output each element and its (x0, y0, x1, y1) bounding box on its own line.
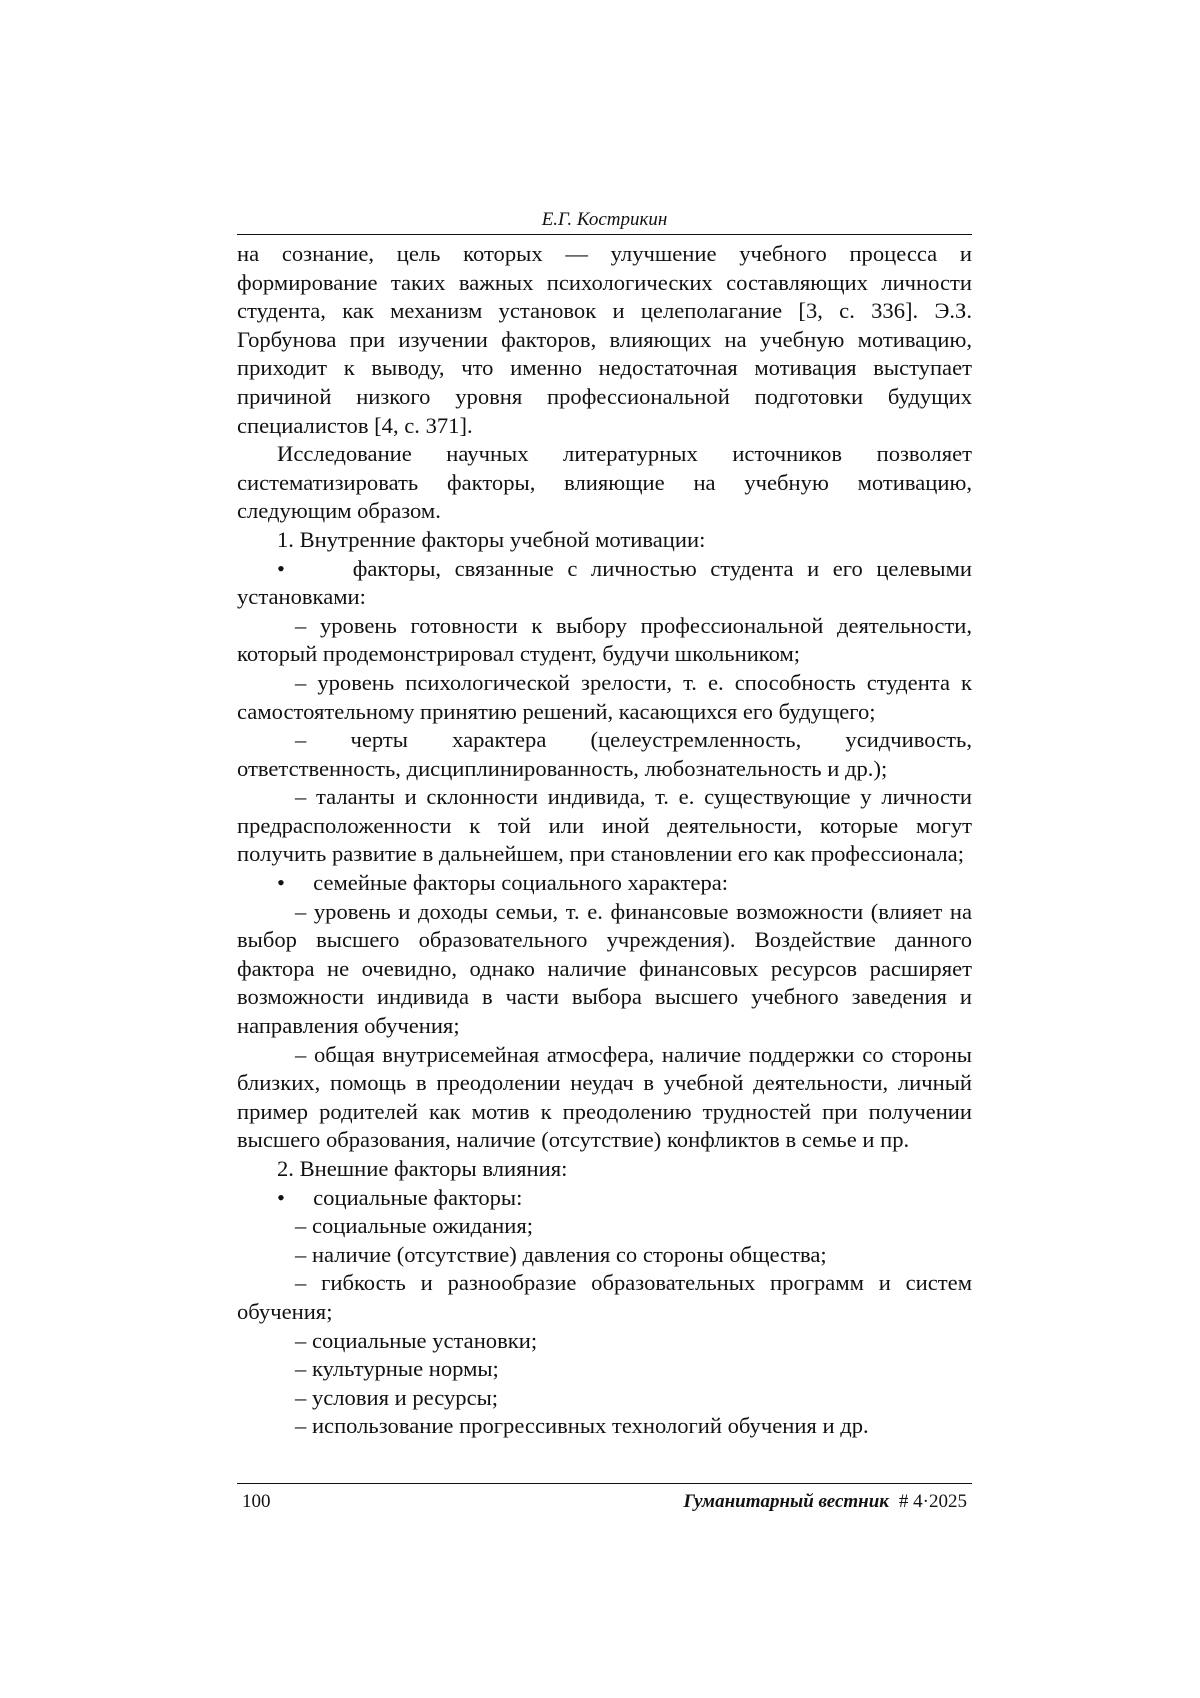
section-heading-internal-factors: 1. Внутренние факторы учебной мотивации: (277, 526, 706, 552)
bullet-item (237, 869, 972, 898)
journal-issue: # 4·2025 (898, 1491, 967, 1512)
journal-info (683, 1488, 967, 1516)
paragraph: Исследование научных литературных источников позволяет систематизировать факторы, влияющие на учебную мотивацию, следующим образом. (237, 441, 972, 524)
dash-item: – использование прогрессивных технологий обучения и др. (295, 1413, 869, 1439)
dash-item: – наличие (отсутствие) давления со стороны общества; (295, 1241, 827, 1267)
dash-item: – уровень психологической зрелости, т. е. способность студента к самостоятельному принятию решений, касающихся его будущего; (237, 669, 972, 724)
running-header-author: Е.Г. Кострикин (541, 209, 668, 230)
dash-item: – общая внутрисемейная атмосфера, наличие поддержки со стороны близких, помощь в преодолении неудач в учебной деятельности, личный пример родителей как мотив к преодолению трудностей при получении высшего образования, наличие (отсутствие) конфликтов в семье и пр. (237, 1041, 972, 1153)
article-body (237, 240, 972, 1441)
bullet-text: факторы, связанные с личностью студента и его целевыми установками: (237, 555, 972, 610)
journal-title: Гуманитарный вестник (683, 1491, 889, 1512)
bullet-text: семейные факторы социального характера: (313, 870, 729, 896)
page-footer (242, 1488, 967, 1516)
dash-item: – социальные ожидания; (295, 1213, 534, 1239)
footer-rule (237, 1483, 972, 1484)
bullet-item (237, 555, 972, 612)
section-heading-external-factors: 2. Внешние факторы влияния: (277, 1156, 568, 1181)
dash-item: – уровень и доходы семьи, т. е. финансовые возможности (влияет на выбор высшего образовательного учреждения). Воздействие данного фактора не очевидно, однако наличие финансовых ресурсов расширяет возможности индивида в части выбора высшего учебного заведения и направления обучения; (237, 898, 972, 1039)
dash-item: – социальные установки; (295, 1327, 538, 1353)
bullet-dot-icon: • (277, 870, 314, 896)
dash-item: – гибкость и разнообразие образовательных программ и систем обучения; (237, 1270, 972, 1324)
bullet-dot-icon: • (277, 1184, 314, 1210)
dash-item: – таланты и склонности индивида, т. е. существующие у личности предрасположенности к той или иной деятельности, которые могут получить развитие в дальнейшем, при становлении его как профессионала; (237, 784, 972, 867)
paragraph-continued: на сознание, цель которых — улучшение учебного процесса и формирование таких важных психологических составляющих личности студента, как механизм установок и целеполагание [3, с. 336]. Э.З. Горбунова при изучении факторов, влияющих на учебную мотивацию, приходит к выводу, что именно недостаточная мотивация выступает причиной низкого уровня профессиональной подготовки будущих специалистов [4, с. 371]. (237, 241, 972, 438)
bullet-text: социальные факторы: (313, 1184, 523, 1210)
bullet-dot-icon: • (277, 555, 353, 581)
dash-item: – культурные нормы; (295, 1356, 499, 1382)
dash-item: – условия и ресурсы; (295, 1384, 499, 1410)
page-number: 100 (242, 1491, 271, 1512)
dash-item: – черты характера (целеустремленность, усидчивость, ответственность, дисциплинированность, любознательность и др.); (237, 727, 972, 781)
dash-item: – уровень готовности к выбору профессиональной деятельности, который продемонстрировал студент, будучи школьником; (237, 612, 972, 667)
bullet-item (237, 1184, 972, 1213)
header-rule (237, 234, 972, 235)
